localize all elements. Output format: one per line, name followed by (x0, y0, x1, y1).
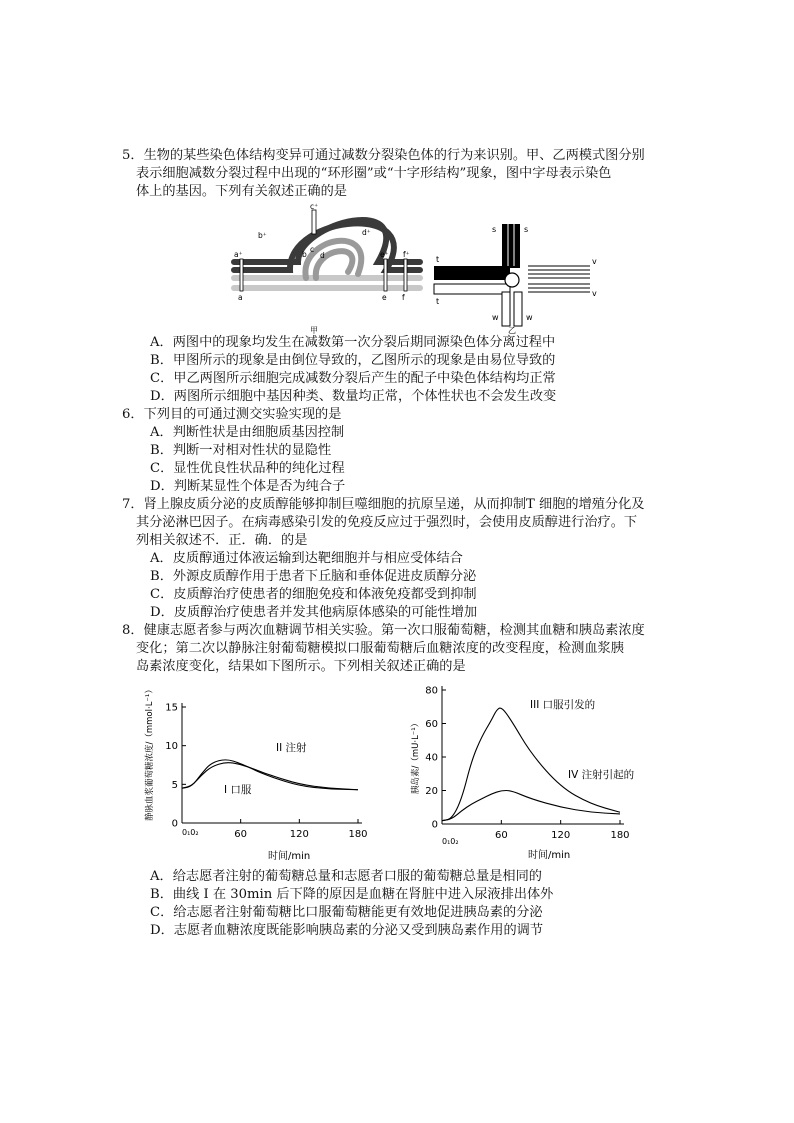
y-tick-label: 80 (425, 685, 438, 697)
y-tick-label: 0 (171, 818, 178, 830)
q6-option-d: D．判断某显性个体是否为纯合子 (150, 479, 346, 494)
question-6 (122, 406, 682, 496)
figure-jia-label: 甲 (310, 326, 318, 335)
gene-w-2: w (526, 313, 533, 322)
gene-b: b (302, 250, 307, 259)
gene-e: e (382, 293, 387, 302)
x-tick-label: 120 (551, 830, 571, 841)
series-label-injection-induced: IV 注射引起的 (568, 769, 635, 781)
series-line-2 (442, 791, 620, 821)
q5-option-a: A．两图中的现象均发生在减数第一次分裂后期同源染色体分离过程中 (150, 335, 556, 350)
gene-s-1: s (492, 225, 497, 234)
q5-option-b: B．甲图所示的现象是由倒位导致的，乙图所示的现象是由易位导致的 (150, 353, 556, 368)
y-tick-label: 60 (425, 719, 438, 730)
series-label-oral-induced: III 口服引发的 (530, 699, 596, 711)
q8-option-b: B．曲线 I 在 30min 后下降的原因是血糖在肾脏中进入尿液排出体外 (150, 887, 554, 902)
q6-option-a: A．判断性状是由细胞质基因控制 (150, 425, 345, 440)
q7-option-b: B．外源皮质醇作用于患者下丘脑和垂体促进皮质醇分泌 (150, 569, 477, 584)
q8-options (122, 868, 682, 940)
gene-d: d (320, 251, 325, 260)
q8-stem-1: 8．健康志愿者参与两次血糖调节相关实验。第一次口服葡萄糖，检测其血糖和胰岛素浓度 (122, 623, 645, 638)
x-tick-label: 180 (348, 829, 368, 840)
q8-option-a: A．给志愿者注射的葡萄糖总量和志愿者口服的葡萄糖总量是相同的 (150, 869, 542, 884)
x-tick-label: 180 (610, 830, 630, 841)
gene-s-2: s (524, 225, 529, 234)
q7-option-a: A．皮质醇通过体液运输到达靶细胞并与相应受体结合 (150, 551, 463, 566)
q8-option-d: D．志愿者血糖浓度既能影响胰岛素的分泌又受到胰岛素作用的调节 (150, 923, 544, 938)
q5-option-c: C．甲乙两图所示细胞完成减数分裂后产生的配子中染色体结构均正常 (150, 371, 556, 386)
gene-f: f (402, 293, 405, 302)
question-5 (122, 147, 682, 201)
q7-option-c: C．皮质醇治疗使患者的细胞免疫和体液免疫都受到抑制 (150, 587, 477, 602)
y-tick-label: 5 (171, 779, 178, 791)
y-tick-label: 10 (165, 741, 178, 753)
q7-stem-1: 7．肾上腺皮质分泌的皮质醇能够抑制巨噬细胞的抗原呈递，从而抑制T 细胞的增殖分化及 (122, 497, 645, 512)
gene-t-2: t (436, 297, 440, 306)
y-tick-label: 0 (431, 819, 438, 831)
insulin-chart (404, 680, 654, 865)
insulin-chart-ylabel: 胰岛素/（mU·L⁻¹） (411, 718, 421, 794)
q6-option-b: B．判断一对相对性状的显隐性 (150, 443, 332, 458)
gene-v-1: v (592, 257, 597, 266)
insulin-chart-origin-label: 0₁0₂ (442, 837, 459, 846)
glucose-chart (140, 685, 380, 865)
question-8 (122, 622, 682, 676)
q5-stem-1: 5．生物的某些染色体结构变异可通过减数分裂染色体的行为来识别。甲、乙两模式图分别 (122, 148, 645, 163)
gene-f-plus: f⁺ (403, 250, 410, 259)
y-tick-label: 15 (165, 702, 178, 714)
gene-a-plus: a⁺ (234, 250, 243, 259)
glucose-chart-ylabel: 静脉血浆葡萄糖浓度/（mmol·L⁻¹） (145, 685, 155, 821)
glucose-chart-xlabel: 时间/min (268, 851, 311, 862)
q6-stem: 6．下列目的可通过测交实验实现的是 (122, 407, 342, 422)
gene-e-plus: e⁺ (380, 250, 389, 259)
q7-stem-3: 列相关叙述不．正．确．的是 (136, 533, 308, 548)
series-label-injection: II 注射 (276, 742, 307, 754)
gene-w-1: w (492, 313, 499, 322)
q7-option-d: D．皮质醇治疗使患者并发其他病原体感染的可能性增加 (150, 605, 478, 620)
q8-option-c: C．给志愿者注射葡萄糖比口服葡萄糖能更有效地促进胰岛素的分泌 (150, 905, 543, 920)
series-label-oral: I 口服 (224, 784, 252, 796)
question-7 (122, 496, 682, 622)
figure-jia (228, 202, 428, 337)
q5-stem-2: 表示细胞减数分裂过程中出现的“环形圈”或“十字形结构”现象，图中字母表示染色 (136, 166, 612, 181)
q5-option-d: D．两图所示细胞中基因种类、数量均正常，个体性状也不会发生改变 (150, 389, 557, 404)
q8-stem-2: 变化；第二次以静脉注射葡萄糖模拟口服葡萄糖后血糖浓度的改变程度，检测血浆胰 (136, 641, 624, 656)
figure-yi-label: 乙 (508, 326, 516, 334)
q5-options (122, 334, 682, 406)
insulin-chart-xlabel: 时间/min (528, 850, 571, 861)
y-tick-label: 40 (425, 752, 438, 764)
q6-option-c: C．显性优良性状品种的纯化过程 (150, 461, 345, 476)
figure-yi (432, 222, 604, 334)
series-line-1 (442, 708, 620, 821)
gene-t-1: t (436, 255, 440, 264)
gene-d-plus: d⁺ (362, 228, 371, 237)
gene-c-plus: c⁺ (310, 202, 319, 211)
x-tick-label: 120 (289, 829, 309, 840)
q7-stem-2: 其分泌淋巴因子。在病毒感染引发的免疫反应过于强烈时，会使用皮质醇进行治疗。下 (136, 515, 638, 530)
q5-stem-3: 体上的基因。下列有关叙述正确的是 (136, 184, 347, 199)
x-tick-label: 60 (494, 830, 508, 841)
gene-b-plus: b⁺ (258, 231, 267, 240)
y-tick-label: 20 (425, 786, 438, 797)
gene-v-2: v (592, 289, 597, 298)
gene-c: c (310, 245, 315, 254)
glucose-chart-origin-label: 0₁0₂ (182, 828, 199, 837)
x-tick-label: 60 (234, 829, 248, 840)
q8-stem-3: 岛素浓度变化，结果如下图所示。下列相关叙述正确的是 (136, 659, 466, 674)
gene-a: a (238, 293, 243, 302)
